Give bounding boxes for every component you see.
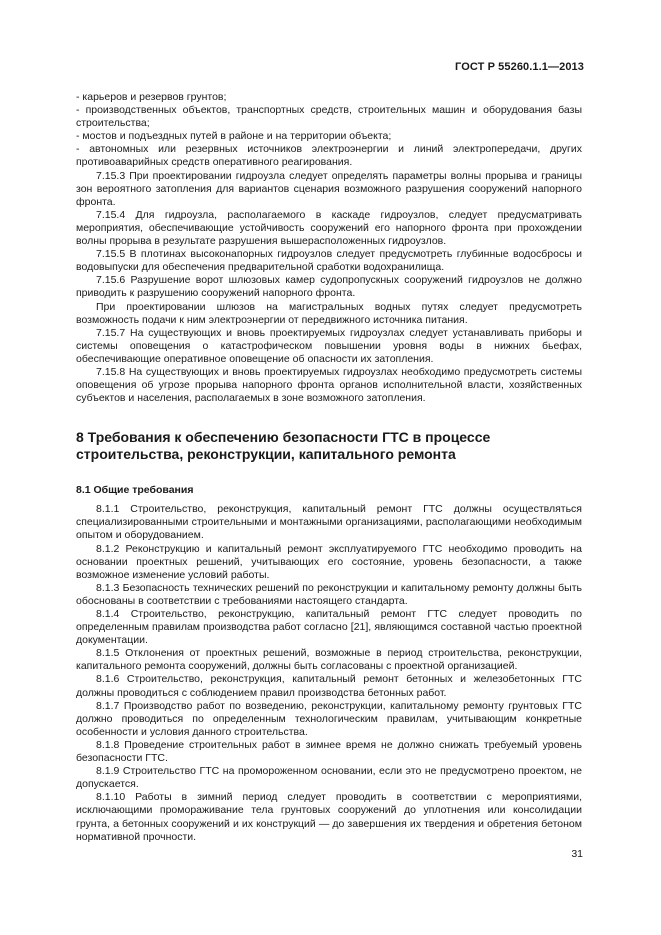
paragraph: 8.1.2 Реконструкцию и капитальный ремонт эксплуатируемого ГТС необходимо проводить на основании проектных решений, учитывающих его состояние, уровень безопасности, а также возможное изменение условий работы. — [76, 542, 582, 581]
section-7-continuation — [76, 91, 582, 405]
paragraph: 8.1.5 Отклонения от проектных решений, возможные в период строительства, реконструкции, капитального ремонта сооружений, должны быть согласованы с проектной организацией. — [76, 647, 582, 673]
paragraph: 7.15.5 В плотинах высоконапорных гидроузлов следует предусмотреть глубинные водосбросы и водовыпуски для обеспечения предварительной сработки водохранилища. — [76, 248, 582, 274]
paragraph: 7.15.6 Разрушение ворот шлюзовых камер судопропускных сооружений гидроузлов не должно приводить к разрушению сооружений напорного фронта. — [76, 274, 582, 300]
paragraph: 8.1.8 Проведение строительных работ в зимнее время не должно снижать требуемый уровень безопасности ГТС. — [76, 738, 582, 765]
paragraph: 8.1.3 Безопасность технических решений по реконструкции и капитальному ремонту должны быть обоснованы в соответствии с требованиями настоящего стандарта. — [76, 581, 582, 607]
list-item: - карьеров и резервов грунтов; — [76, 91, 227, 103]
page-content — [76, 91, 582, 844]
subsection-heading: 8.1 Общие требования — [76, 484, 194, 497]
list-item: - мостов и подъездных путей в районе и на территории объекта; — [76, 130, 392, 143]
paragraph: 7.15.4 Для гидроузла, располагаемого в каскаде гидроузлов, следует предусматривать мероприятия, обеспечивающие устойчивость сооружений его напорного фронта при прохождении волны прорыва в результате разрушения вышерасположенных гидроузлов. — [76, 208, 582, 248]
paragraph: При проектировании шлюзов на магистральных водных путях следует предусмотреть возможность подачи к ним электроэнергии от передвижного источника питания. — [76, 300, 582, 326]
paragraph: 8.1.9 Строительство ГТС на промороженном основании, если это не предусмотрено проектом, не допускается. — [76, 765, 582, 791]
list-item: - производственных объектов, транспортных средств, строительных машин и оборудования базы строительства; — [76, 104, 582, 130]
paragraph: 7.15.3 При проектировании гидроузла следует определять параметры волны прорыва и границы зон вероятного затопления для вариантов сценария возможного разрушения сооружений напорного фронта. — [76, 169, 582, 208]
standard-header: ГОСТ Р 55260.1.1—2013 — [455, 61, 584, 73]
paragraph: 8.1.10 Работы в зимний период следует проводить в соответствии с мероприятиями, исключающими промораживание тела грунтовых сооружений до уплотнения или консолидации грунта, а бетонных сооружений и их конструкций — до завершения их твердения и обретения бетоном нормативной прочности. — [76, 791, 582, 843]
page-number: 31 — [571, 848, 583, 860]
paragraph: 8.1.6 Строительство, реконструкция, капитальный ремонт бетонных и железобетонных ГТС должны проводиться с соблюдением правил производства бетонных работ. — [76, 673, 582, 699]
paragraph: 8.1.7 Производство работ по возведению, реконструкции, капитальному ремонту грунтовых ГТС должно проводиться по определенным технологическим правилам, учитывающим конкретные особенности и условия данного строительства. — [76, 699, 582, 738]
paragraph: 8.1.1 Строительство, реконструкция, капитальный ремонт ГТС должны осуществляться специализированными строительными и монтажными организациями, располагающими необходимым опытом и оборудованием. — [76, 503, 582, 542]
paragraph: 8.1.4 Строительство, реконструкцию, капитальный ремонт ГТС следует проводить по определенным правилам производства работ согласно [21], являющимся составной частью проектной документации. — [76, 608, 582, 647]
section-8-body — [76, 503, 582, 843]
section-heading: 8 Требования к обеспечению безопасности ГТС в процессе строительства, реконструкции, капитального ремонта — [76, 429, 491, 463]
paragraph: 7.15.7 На существующих и вновь проектируемых гидроузлах следует устанавливать приборы и системы оповещения о катастрофическом повышении уровня воды в нижних бьефах, обеспечивающие оперативное оповещение об опасности их затопления. — [76, 326, 582, 365]
paragraph: 7.15.8 На существующих и вновь проектируемых гидроузлах необходимо предусмотреть системы оповещения об угрозе прорыва напорного фронта органов исполнительной власти, хозяйственных субъектов и населения, располагаемых в зоне возможного затопления. — [76, 365, 582, 405]
list-item: - автономных или резервных источников электроэнергии и линий электропередачи, других противоаварийных средств оперативного реагирования. — [76, 143, 582, 169]
